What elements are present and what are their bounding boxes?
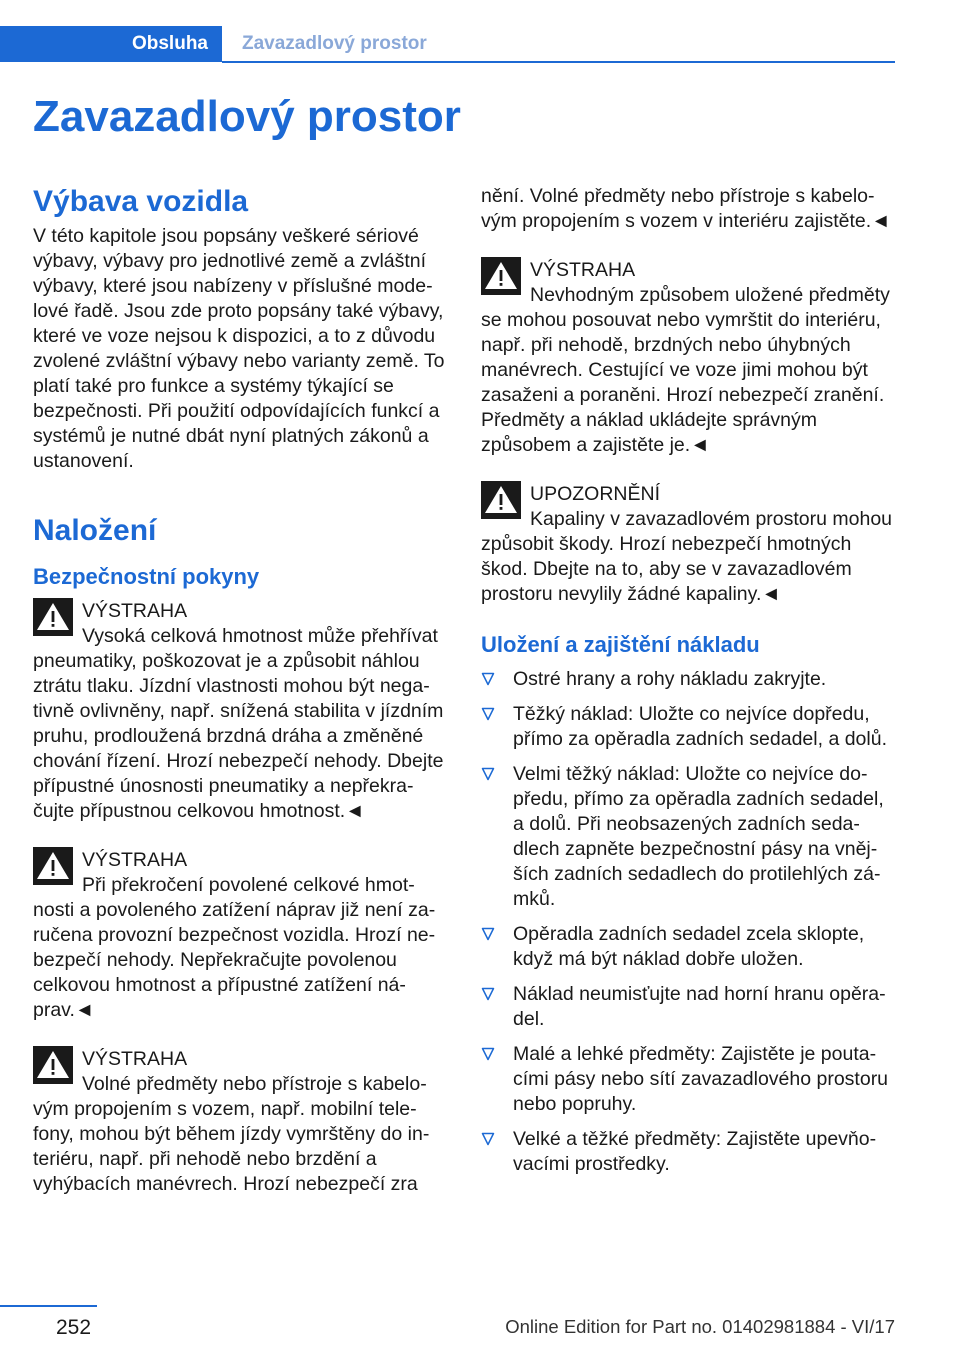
list-item-text: Ostré hrany a rohy nákladu zakryjte. [513,668,827,690]
list-item-text: Náklad neumisťujte nad horní hranu opěradel. [513,983,886,1030]
list-item [481,922,893,972]
left-column [33,184,447,1221]
warning-label: VÝSTRAHA [82,1048,188,1070]
triangle-bullet-icon [481,1047,495,1061]
warning-block [33,1047,447,1197]
warning-triangle-icon [481,481,521,519]
section-tab-label: Obsluha [131,33,208,54]
triangle-bullet-icon [481,987,495,1001]
warning-triangle-icon [33,847,73,885]
section-tab [0,26,222,62]
warning-text: Nevhodným způsobem uložené předměty se mohou posouvat nebo vymrštit do interiéru, např. při nehodě, brzdných nebo úhybných manévrech. Cestující ve voze jimi mohou být zasaženi a poraněni. Hrozí nebezpečí zranění. Předměty a náklad ukládejte správným způsobem a zajistěte je.◄ [481,284,890,456]
triangle-bullet-icon [481,707,495,721]
heading-nalozeni: Naložení [33,514,157,547]
list-item-text: Těžký náklad: Uložte co nejvíce dopředu, přímo za opěradla zadních sedadel, a dolů. [513,703,887,750]
list-item [481,667,893,692]
list-item [481,702,893,752]
warning-block [33,848,447,1023]
ulozeni-list [481,667,893,1177]
edition-info: Online Edition for Part no. 01402981884 - VI/17 [505,1316,895,1337]
warning-triangle-icon [33,1046,73,1084]
notice-block [481,482,893,607]
notice-text: Kapaliny v zavazadlovém prostoru mohou způsobit škody. Hrozí nebezpečí hmotných škod. Dbejte na to, aby se v zavazadlovém prostoru nevylily žádné kapaliny.◄ [481,508,893,605]
triangle-bullet-icon [481,1132,495,1146]
footer-divider [0,1305,97,1307]
warning-triangle-icon [481,257,521,295]
warning-block [481,258,893,458]
list-item [481,1042,893,1117]
list-item-text: Velké a těžké předměty: Zajistěte upevňovacími prostředky. [513,1128,877,1175]
page-title: Zavazadlový prostor [33,92,461,141]
warning-text: Vysoká celková hmotnost může přehřívat pneumatiky, poškozovat je a způsobit náhlou ztrátu tlaku. Jízdní vlastnosti mohou být negativně ovlivněny, např. snížená stabilita v jízdním pruhu, prodloužená brzdná dráha a změněné chování řízení. Hrozí nebezpečí nehody. Dbejte přípustné únosnosti pneumatiky a nepřekračujte přípustnou celkovou hmotnost.◄ [33,625,444,822]
list-item [481,1127,893,1177]
list-item [481,762,893,912]
warning-continuation: nění. Volné předměty nebo přístroje s kabelovým propojením s vozem v interiéru zajistěte.◄ [481,185,891,232]
warning-text: Volné předměty nebo přístroje s kabelovým propojením s vozem, např. mobilní telefony, mohou být během jízdy vymrštěny do interiéru, např. při nehodě nebo brzdění a vyhýbacích manévrech. Hrozí nebezpečí zra [33,1073,430,1195]
warning-label: VÝSTRAHA [82,849,188,871]
list-item-text: Malé a lehké předměty: Zajistěte je poutacími pásy nebo sítí zavazadlového prostoru nebo popruhy. [513,1043,889,1115]
warning-label: VÝSTRAHA [82,600,188,622]
warning-label: VÝSTRAHA [530,259,636,281]
heading-ulozeni: Uložení a zajištění nákladu [481,632,760,657]
warning-text: Při překročení povolené celkové hmotnosti a povoleného zatížení náprav již není zaručena provozní bezpečnost vozidla. Hrozí nebezpečí nehody. Nepřekračujte povolenou celkovou hmotnost a přípustné zatížení náprav.◄ [33,874,436,1021]
vybava-body: V této kapitole jsou popsány veškeré sériové výbavy, výbavy pro jednotlivé země a zvláštní výbavy, které jsou nabízeny v příslušné modelové řadě. Jsou zde proto popsány také výbavy, které ve voze nejsou k dispozici, a to z důvodu zvolené zvláštní výbavy nebo varianty země. To platí také pro funkce a systémy týkající se bezpečnosti. Při použití odpovídajících funkcí a systémů je nutné dbát nyní platných zákonů a ustanovení. [33,225,445,472]
notice-label: UPOZORNĚNÍ [530,483,661,505]
warning-triangle-icon [33,598,73,636]
triangle-bullet-icon [481,927,495,941]
list-item [481,982,893,1032]
triangle-bullet-icon [481,767,495,781]
triangle-bullet-icon [481,672,495,686]
header-divider [222,61,895,63]
right-column [481,184,893,1187]
heading-bezpecnostni-pokyny: Bezpečnostní pokyny [33,564,260,589]
list-item-text: Opěradla zadních sedadel zcela sklopte, když má být náklad dobře uložen. [513,923,865,970]
list-item-text: Velmi těžký náklad: Uložte co nejvíce dopředu, přímo za opěradla zadních sedadel, a dolů. Při neobsazených zadních sedadlech zapněte bezpečnostní pásy na vnějších zadních sedadlech do protilehlých zámků. [513,763,884,910]
page-number: 252 [56,1316,92,1339]
warning-block [33,599,447,824]
breadcrumb: Zavazadlový prostor [242,33,427,54]
heading-vybava: Výbava vozidla [33,185,249,218]
